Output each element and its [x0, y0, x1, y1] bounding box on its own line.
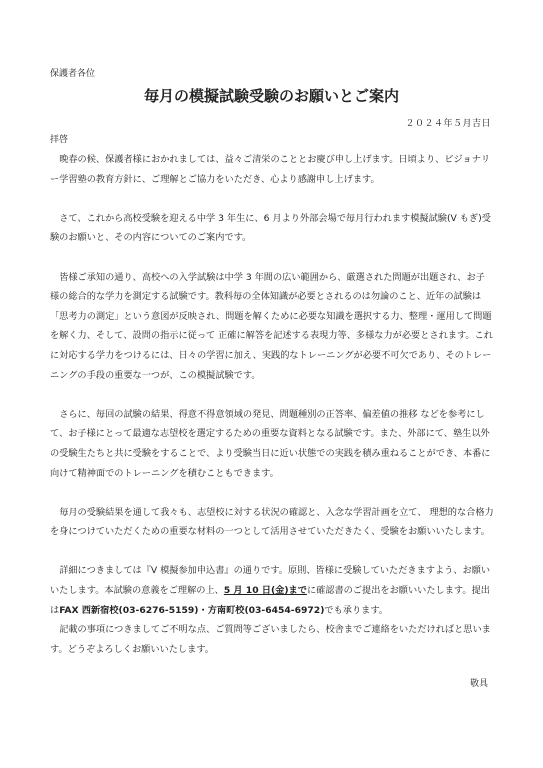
- paragraph-details: [50, 561, 494, 620]
- fax-numbers: FAX 西新宿校(03-6276-5159)・方南町校(03-6454-6972): [59, 604, 325, 616]
- submission-deadline: 5 月 10 日(金)まで: [223, 585, 307, 597]
- details-text-a: 詳細につきましては『V 模擬参加申込書』の通りです。原則、皆様に受験していただきますよう、お願いいたします。本試験の意義をご理解の上、: [50, 565, 491, 597]
- paragraph-exam-benefits: さらに、毎回の試験の結果、得意不得意領域の発見、問題種別の正答率、偏差値の推移 などを参考にして、お子様にとって最適な志望校を選定するための重要な資料となる試験です。また、外部にて、塾生以外の受験生たちと共に受験をすることで、より受験当日に近い状態での実践を積み重ねることができ、本番に向けて精神面でのトレーニングを積むこともできます。: [50, 408, 491, 479]
- paragraph-purpose: さて、これから高校受験を迎える中学 3 年生に、6 月より外部会場で毎月行われます模擬試験(V もぎ)受験のお願いと、その内容についてのご案内です。: [50, 212, 491, 244]
- addressee: 保護者各位: [50, 69, 96, 79]
- details-text-c: でも承ります。: [324, 604, 388, 616]
- closing: 敬具: [469, 679, 488, 689]
- details-text-b: に確認書のご提出をお願いいたします。提出は: [50, 585, 490, 616]
- paragraph-exam-overview: 皆様ご承知の通り、高校への入学試験は中学 3 年間の広い範囲から、厳選された問題が出題され、お子様の総合的な学力を測定する試験です。教科毎の全体知識が必要とされるのは勿論のこと、近年の試験は「思考力の測定」という意図が反映され、問題を解くために必要な知識を選択する力、整理・運用して問題を解く力、そして、設問の指示に従って 正確に解答を記述する表現力等、多様な力が必要とされます。これに対応する学力をつけるには、日々の学習に加え、実践的なトレーニングが必要不可欠であり、そのトレーニングの手段の重要な一つが、この模擬試験です。: [50, 271, 493, 381]
- paragraph-request: 毎月の受験結果を通して我々も、志望校に対する状況の確認と、入念な学習計画を立て、 理想的な合格力を身につけていただくための重要な材料の一つとして活用させていただきたく、受験をお願いいたします。: [50, 506, 494, 538]
- paragraph-contact: 記載の事項につきましてご不明な点、ご質問等ございましたら、校舎までご連絡をいただければと思います。どうぞよろしくお願いいたします。: [50, 624, 491, 655]
- salutation: 拝啓: [50, 135, 69, 145]
- letter-body: [50, 150, 494, 659]
- letter-date: ２０２４年５月吉日: [405, 119, 491, 129]
- paragraph-greeting: 晩春の候、保護者様におかれましては、益々ご清栄のこととお慶び申し上げます。日頃より、ビジョナリー学習塾の教育方針に、ご理解とご協力をいただき、心より感謝申し上げます。: [50, 154, 491, 185]
- letter-title: 毎月の模擬試験受験のお願いとご案内: [143, 87, 399, 105]
